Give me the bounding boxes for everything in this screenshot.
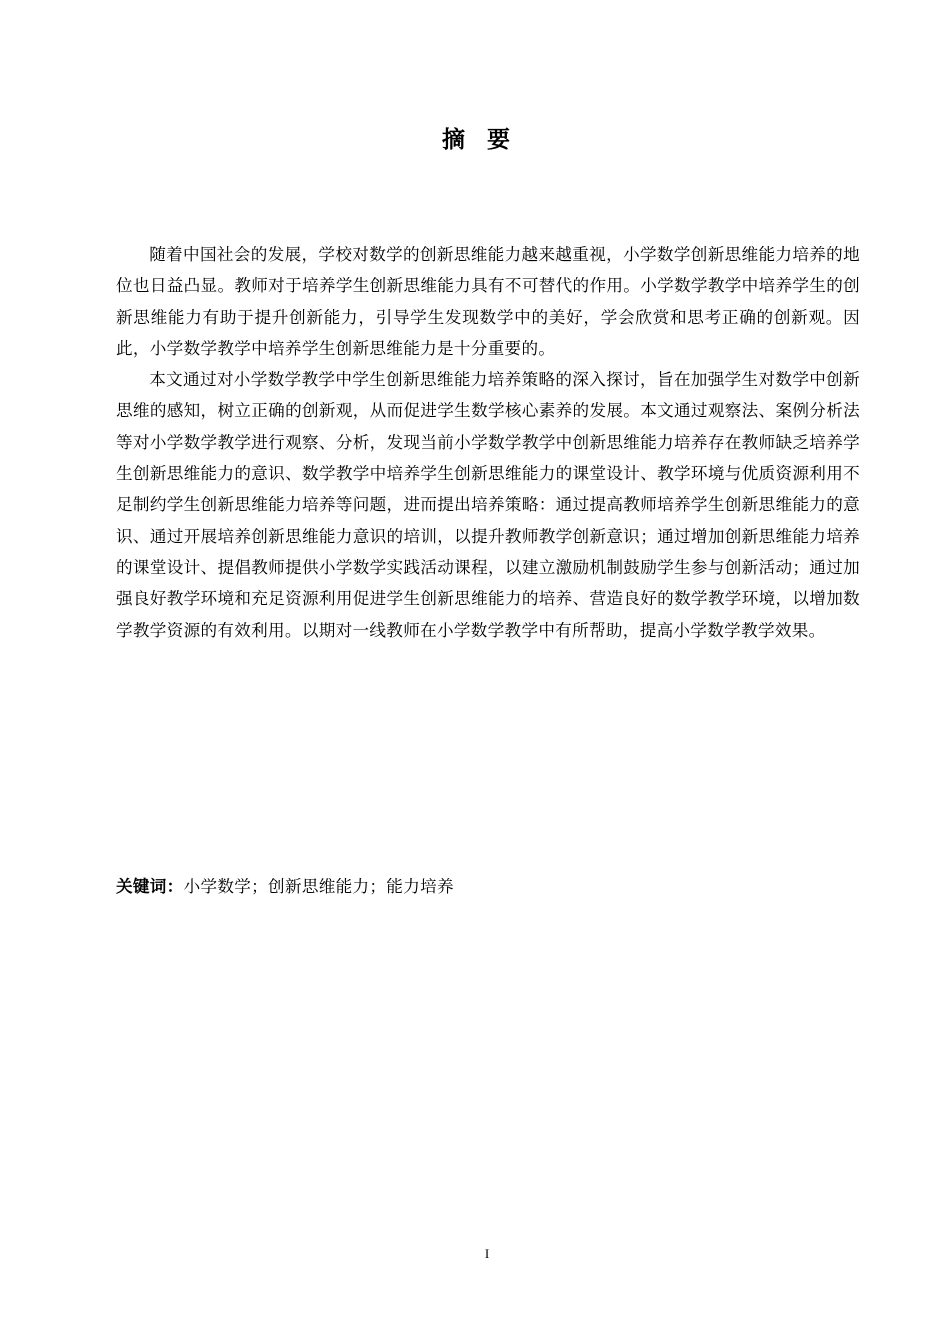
abstract-paragraph-2: 本文通过对小学数学教学中学生创新思维能力培养策略的深入探讨，旨在加强学生对数学中创新思维的感知，树立正确的创新观，从而促进学生数学核心素养的发展。本文通过观察法、案例分析法等对小学数学教学进行观察、分析，发现当前小学数学教学中创新思维能力培养存在教师缺乏培养学生创新思维能力的意识、数学教学中培养学生创新思维能力的课堂设计、教学环境与优质资源利用不足制约学生创新思维能力培养等问题，进而提出培养策略：通过提高教师培养学生创新思维能力的意识、通过开展培养创新思维能力意识的培训，以提升教师教学创新意识；通过增加创新思维能力培养的课堂设计、提倡教师提供小学数学实践活动课程，以建立激励机制鼓励学生参与创新活动；通过加强良好教学环境和充足资源利用促进学生创新思维能力的培养、营造良好的数学教学环境，以增加数学教学资源的有效利用。以期对一线教师在小学数学教学中有所帮助，提高小学数学教学效果。 (116, 370, 860, 640)
abstract-body (116, 239, 860, 646)
page-title: 摘要 (442, 127, 532, 153)
abstract-paragraph-1: 随着中国社会的发展，学校对数学的创新思维能力越来越重视，小学数学创新思维能力培养的地位也日益凸显。教师对于培养学生创新思维能力具有不可替代的作用。小学数学教学中培养学生的创新思维能力有助于提升创新能力，引导学生发现数学中的美好，学会欣赏和思考正确的创新观。因此，小学数学教学中培养学生创新思维能力是十分重要的。 (116, 245, 860, 358)
keywords-text: 小学数学；创新思维能力；能力培养 (183, 877, 454, 896)
keywords-label: 关键词： (116, 877, 184, 896)
page-number: I (484, 1246, 490, 1261)
keywords-line (116, 872, 860, 902)
